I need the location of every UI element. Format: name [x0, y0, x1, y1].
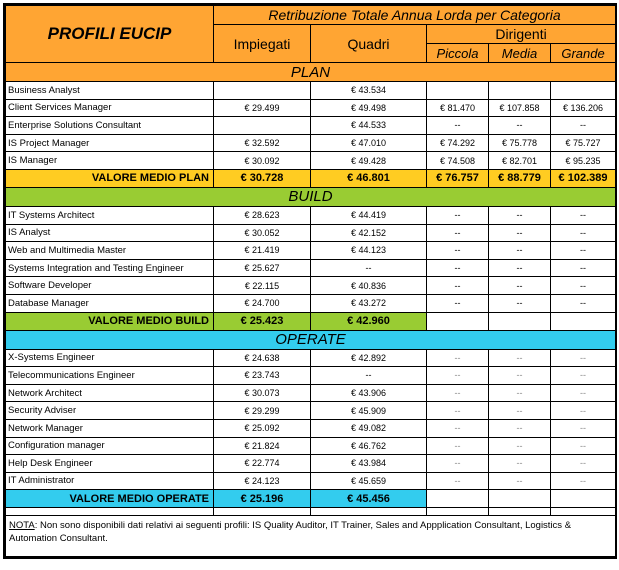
profile-name: Systems Integration and Testing Engineer: [6, 259, 214, 277]
cell-quadri: € 49.498: [311, 99, 427, 117]
cell-quadri: --: [311, 367, 427, 385]
section-header-plan: [6, 63, 616, 82]
section-title-operate: OPERATE: [6, 330, 616, 349]
cell-piccola: --: [427, 384, 489, 402]
cell-imp: € 30.052: [214, 224, 311, 242]
cell-grande: [551, 82, 616, 100]
cell-media: --: [489, 277, 551, 295]
cell-imp: € 24.638: [214, 349, 311, 367]
cell-imp: € 22.774: [214, 455, 311, 473]
cell-piccola: --: [427, 419, 489, 437]
average-piccola: € 76.757: [427, 169, 489, 187]
cell-imp: € 24.123: [214, 472, 311, 490]
table-row: [6, 402, 616, 420]
table-row: [6, 437, 616, 455]
spacer-cell: [311, 508, 427, 516]
profile-name: Database Manager: [6, 294, 214, 312]
cell-imp: € 21.419: [214, 242, 311, 260]
cell-quadri: € 43.272: [311, 294, 427, 312]
profile-name: IS Analyst: [6, 224, 214, 242]
cell-grande: --: [551, 455, 616, 473]
profile-name: Enterprise Solutions Consultant: [6, 117, 214, 135]
section-header-build: [6, 187, 616, 206]
cell-imp: € 29.499: [214, 99, 311, 117]
table-row: [6, 294, 616, 312]
cell-media: --: [489, 455, 551, 473]
section-title-build: BUILD: [6, 187, 616, 206]
cell-piccola: --: [427, 367, 489, 385]
profile-name: Web and Multimedia Master: [6, 242, 214, 260]
profile-name: IT Administrator: [6, 472, 214, 490]
average-row-operate: [6, 490, 616, 508]
average-label: VALORE MEDIO BUILD: [6, 312, 214, 330]
cell-media: € 75.778: [489, 134, 551, 152]
average-quadri: € 46.801: [311, 169, 427, 187]
cell-quadri: € 43.984: [311, 455, 427, 473]
cell-grande: € 75.727: [551, 134, 616, 152]
table-row: [6, 455, 616, 473]
cell-imp: € 32.592: [214, 134, 311, 152]
cell-quadri: € 45.659: [311, 472, 427, 490]
cell-piccola: --: [427, 294, 489, 312]
table-row: [6, 419, 616, 437]
col-dirigenti: Dirigenti: [427, 25, 616, 44]
cell-piccola: --: [427, 349, 489, 367]
cell-grande: --: [551, 349, 616, 367]
profile-name: Telecommunications Engineer: [6, 367, 214, 385]
cell-imp: € 28.623: [214, 206, 311, 224]
table-row: [6, 99, 616, 117]
cell-quadri: € 43.534: [311, 82, 427, 100]
cell-media: --: [489, 224, 551, 242]
cell-grande: --: [551, 277, 616, 295]
cell-media: --: [489, 384, 551, 402]
header-row-title: [6, 6, 616, 25]
cell-media: --: [489, 349, 551, 367]
cell-piccola: --: [427, 242, 489, 260]
cell-imp: [214, 117, 311, 135]
average-quadri: € 45.456: [311, 490, 427, 508]
table-row: [6, 349, 616, 367]
profili-eucip-heading: PROFILI EUCIP: [6, 6, 214, 63]
profile-name: Network Manager: [6, 419, 214, 437]
col-impiegati: Impiegati: [214, 25, 311, 63]
col-quadri: Quadri: [311, 25, 427, 63]
spacer-cell: [6, 508, 214, 516]
cell-grande: --: [551, 117, 616, 135]
average-label: VALORE MEDIO PLAN: [6, 169, 214, 187]
cell-imp: € 21.824: [214, 437, 311, 455]
average-row-build: [6, 312, 616, 330]
spacer-cell: [551, 508, 616, 516]
salary-table-sheet: [3, 3, 617, 559]
average-impiegati: € 25.196: [214, 490, 311, 508]
cell-media: € 82.701: [489, 152, 551, 170]
cell-piccola: --: [427, 277, 489, 295]
cell-piccola: --: [427, 402, 489, 420]
table-row: [6, 134, 616, 152]
cell-grande: --: [551, 259, 616, 277]
cell-media: --: [489, 294, 551, 312]
spacer-row: [6, 508, 616, 516]
cell-grande: --: [551, 419, 616, 437]
cell-piccola: € 74.508: [427, 152, 489, 170]
average-quadri: € 42.960: [311, 312, 427, 330]
profile-name: IS Manager: [6, 152, 214, 170]
cell-imp: € 25.092: [214, 419, 311, 437]
table-row: [6, 367, 616, 385]
col-grande: Grande: [551, 44, 616, 63]
table-row: [6, 117, 616, 135]
table-row: [6, 82, 616, 100]
cell-piccola: [427, 82, 489, 100]
table-row: [6, 472, 616, 490]
average-media: € 88.779: [489, 169, 551, 187]
cell-quadri: € 49.082: [311, 419, 427, 437]
table-row: [6, 277, 616, 295]
cell-quadri: € 46.762: [311, 437, 427, 455]
cell-grande: --: [551, 367, 616, 385]
cell-media: --: [489, 402, 551, 420]
cell-quadri: € 44.419: [311, 206, 427, 224]
cell-grande: --: [551, 472, 616, 490]
cell-quadri: € 43.906: [311, 384, 427, 402]
spacer-cell: [214, 508, 311, 516]
profile-name: Business Analyst: [6, 82, 214, 100]
average-label: VALORE MEDIO OPERATE: [6, 490, 214, 508]
cell-quadri: € 40.836: [311, 277, 427, 295]
cell-media: --: [489, 259, 551, 277]
average-piccola-empty: [427, 312, 489, 330]
cell-quadri: € 44.123: [311, 242, 427, 260]
average-row-plan: [6, 169, 616, 187]
cell-imp: € 22.115: [214, 277, 311, 295]
profile-name: IT Systems Architect: [6, 206, 214, 224]
profile-name: Software Developer: [6, 277, 214, 295]
cell-grande: € 95.235: [551, 152, 616, 170]
note-text: : Non sono disponibili dati relativi ai seguenti profili: IS Quality Auditor, IT Trainer, Sales and Appplication Consultant, Logistics & Automation Consultant.: [9, 520, 572, 545]
cell-piccola: € 74.292: [427, 134, 489, 152]
cell-grande: --: [551, 437, 616, 455]
cell-media: --: [489, 367, 551, 385]
cell-imp: [214, 82, 311, 100]
average-grande-empty: [551, 490, 616, 508]
cell-grande: --: [551, 294, 616, 312]
cell-media: --: [489, 206, 551, 224]
profile-name: Security Adviser: [6, 402, 214, 420]
cell-media: --: [489, 117, 551, 135]
cell-imp: € 24.700: [214, 294, 311, 312]
cell-piccola: --: [427, 455, 489, 473]
cell-piccola: --: [427, 259, 489, 277]
profile-name: Configuration manager: [6, 437, 214, 455]
cell-media: --: [489, 472, 551, 490]
table-row: [6, 242, 616, 260]
cell-quadri: € 49.428: [311, 152, 427, 170]
col-media: Media: [489, 44, 551, 63]
average-piccola-empty: [427, 490, 489, 508]
cell-grande: € 136.206: [551, 99, 616, 117]
cell-media: --: [489, 437, 551, 455]
section-title-plan: PLAN: [6, 63, 616, 82]
cell-media: --: [489, 419, 551, 437]
note-row: [6, 516, 616, 557]
cell-grande: --: [551, 206, 616, 224]
cell-piccola: --: [427, 117, 489, 135]
note-cell: [6, 516, 616, 557]
cell-piccola: --: [427, 437, 489, 455]
table-row: [6, 224, 616, 242]
cell-imp: € 25.627: [214, 259, 311, 277]
cell-quadri: € 42.152: [311, 224, 427, 242]
profile-name: X-Systems Engineer: [6, 349, 214, 367]
cell-piccola: € 81.470: [427, 99, 489, 117]
cell-imp: € 30.073: [214, 384, 311, 402]
average-impiegati: € 30.728: [214, 169, 311, 187]
col-piccola: Piccola: [427, 44, 489, 63]
cell-quadri: € 44.533: [311, 117, 427, 135]
cell-quadri: --: [311, 259, 427, 277]
table-row: [6, 384, 616, 402]
cell-media: --: [489, 242, 551, 260]
cell-media: € 107.858: [489, 99, 551, 117]
cell-grande: --: [551, 242, 616, 260]
salary-table: [5, 5, 616, 557]
cell-quadri: € 47.010: [311, 134, 427, 152]
cell-quadri: € 42.892: [311, 349, 427, 367]
profile-name: IS Project Manager: [6, 134, 214, 152]
cell-piccola: --: [427, 224, 489, 242]
table-row: [6, 152, 616, 170]
section-header-operate: [6, 330, 616, 349]
spacer-cell: [489, 508, 551, 516]
average-media-empty: [489, 490, 551, 508]
cell-imp: € 23.743: [214, 367, 311, 385]
table-row: [6, 206, 616, 224]
profile-name: Client Services Manager: [6, 99, 214, 117]
average-media-empty: [489, 312, 551, 330]
cell-grande: --: [551, 402, 616, 420]
cell-media: [489, 82, 551, 100]
cell-piccola: --: [427, 206, 489, 224]
cell-grande: --: [551, 384, 616, 402]
average-grande-empty: [551, 312, 616, 330]
table-row: [6, 259, 616, 277]
cell-piccola: --: [427, 472, 489, 490]
note-prefix: NOTA: [9, 520, 35, 532]
average-grande: € 102.389: [551, 169, 616, 187]
cell-imp: € 30.092: [214, 152, 311, 170]
cell-imp: € 29.299: [214, 402, 311, 420]
cell-grande: --: [551, 224, 616, 242]
cell-quadri: € 45.909: [311, 402, 427, 420]
spacer-cell: [427, 508, 489, 516]
average-impiegati: € 25.423: [214, 312, 311, 330]
profile-name: Network Architect: [6, 384, 214, 402]
retribuzione-title: Retribuzione Totale Annua Lorda per Categoria: [214, 6, 616, 25]
profile-name: Help Desk Engineer: [6, 455, 214, 473]
